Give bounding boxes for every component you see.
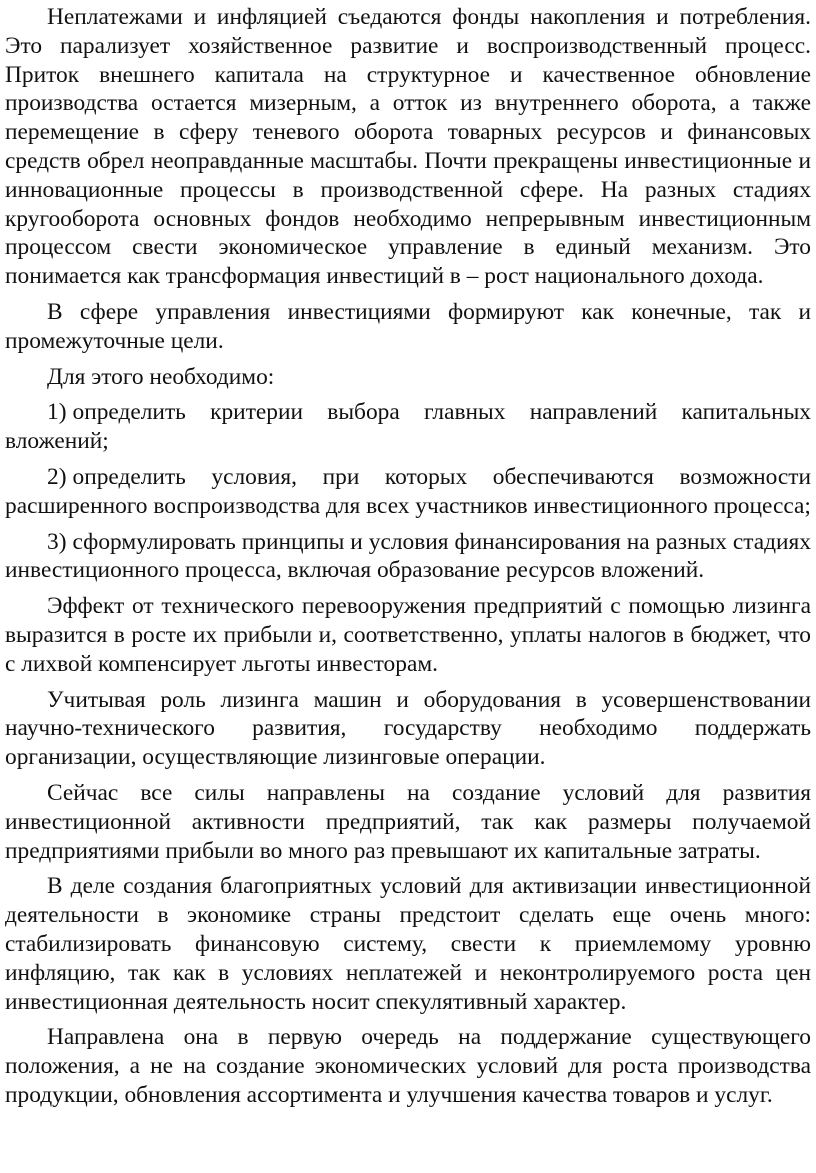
paragraph-8: Направлена она в первую очередь на поддержание существующего положения, а не на создание экономических условий для роста производства продукции, обновления ассортимента и улучшения качества товаров и услуг. xyxy=(5,1024,811,1108)
paragraph-6: Сейчас все силы направлены на создание условий для развития инвестиционной активности предприятий, так как размеры получаемой предприятиями прибыли во много раз превышают их капитальные затраты. xyxy=(5,779,811,864)
list-item-number: 3) xyxy=(47,528,67,555)
list-item-2 xyxy=(5,463,811,521)
list-item-3 xyxy=(5,528,811,586)
list-item-text: определить критерии выбора главных направлений капитальных вложений; xyxy=(5,399,811,455)
list-item-number: 1) xyxy=(47,399,67,426)
paragraph-1: Неплатежами и инфляцией съедаются фонды накопления и потребления. Это парализует хозяйственное развитие и воспроизводственный процесс. Приток внешнего капитала на структурное и качественное обновление производства остается мизерным, а отток из внутреннего оборота, а также перемещение в сферу теневого оборота товарных ресурсов и финансовых средств обрел неоправданные масштабы. Почти прекращены инвестиционные и инновационные процессы в производственной сфере. На разных стадиях кругооборота основных фондов необходимо непрерывным инвестиционным процессом свести экономическое управление в единый механизм. Это понимается как трансформация инвестиций в – рост национального дохода. xyxy=(5,4,811,290)
list-item-text: определить условия, при которых обеспечиваются возможности расширенного воспроизводства для всех участников инвестиционного процесса; xyxy=(5,463,811,519)
paragraph-3: Для этого необходимо: xyxy=(47,363,275,390)
paragraph-5: Учитывая роль лизинга машин и оборудования в усовершенствовании научно-технического развития, государству необходимо поддержать организации, осуществляющие лизинговые операции. xyxy=(5,686,811,771)
paragraph-7: В деле создания благоприятных условий для активизации инвестиционной деятельности в экономике страны предстоит сделать еще очень много: стабилизировать финансовую систему, свести к приемлемому уровню инфляцию, так как в условиях неплатежей и неконтролируемого роста цен инвестиционная деятельность носит спекулятивный характер. xyxy=(5,873,811,1015)
list-item-number: 2) xyxy=(47,463,67,490)
list-item-1 xyxy=(5,398,811,456)
document-page xyxy=(5,3,811,1117)
paragraph-4: Эффект от технического перевооружения предприятий с помощью лизинга выразится в росте их прибыли и, соответственно, уплаты налогов в бюджет, что с лихвой компенсирует льготы инвесторам. xyxy=(5,593,811,677)
paragraph-2: В сфере управления инвестициями формируют как конечные, так и промежуточные цели. xyxy=(5,298,811,354)
list-item-text: сформулировать принципы и условия финансирования на разных стадиях инвестиционного процесса, включая образование ресурсов вложений. xyxy=(5,528,811,584)
